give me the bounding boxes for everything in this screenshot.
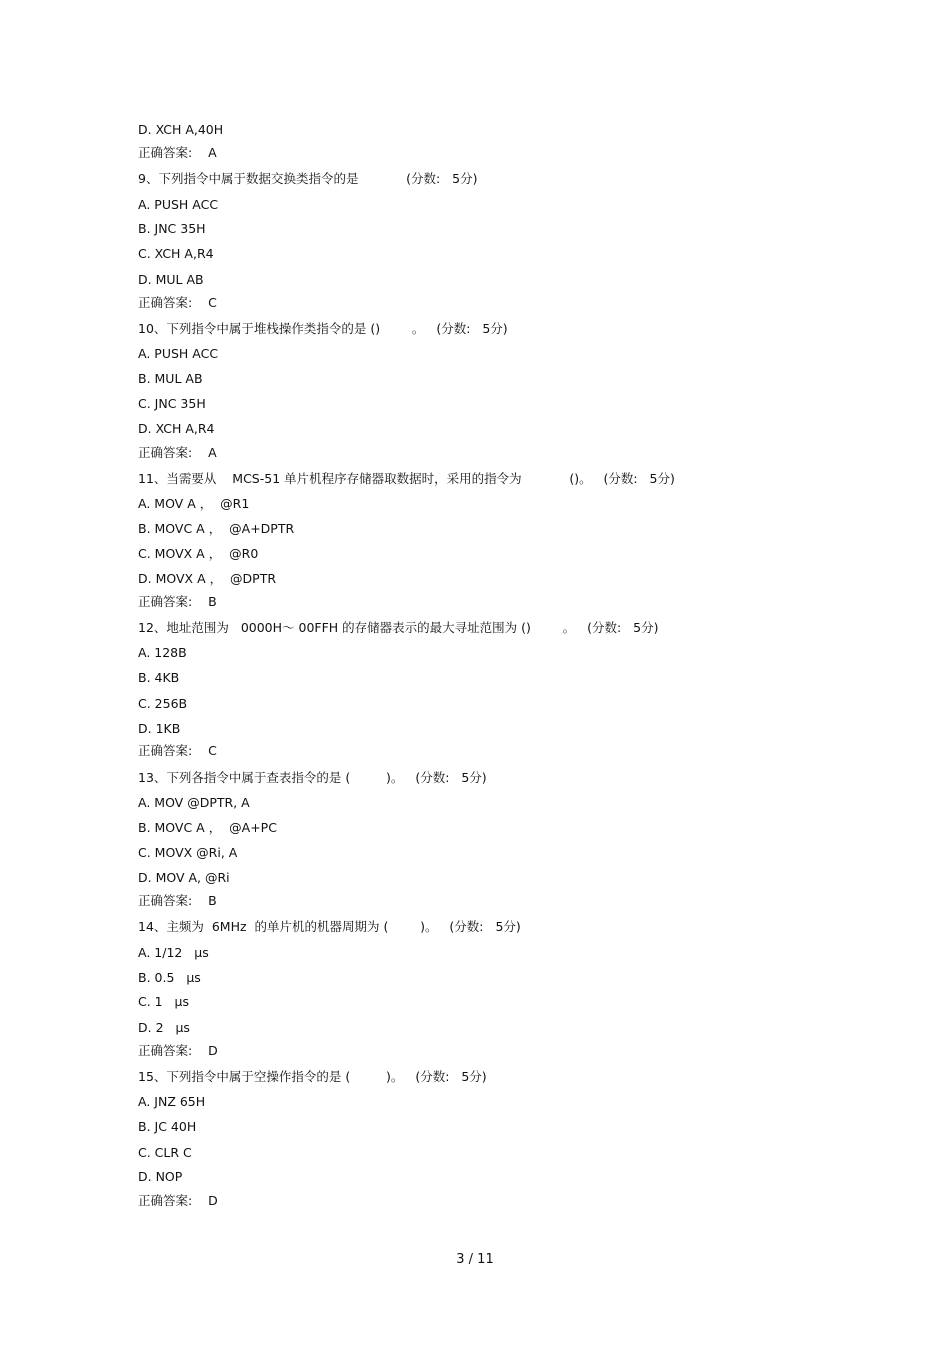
question-line: 15、下列指令中属于空操作指令的是 ( )。 (分数: 5分) [138, 1069, 487, 1084]
question-line: 10、下列指令中属于堆栈操作类指令的是 () 。 (分数: 5分) [138, 321, 508, 336]
option-line: B. 4KB [138, 670, 180, 685]
answer-line: 正确答案: C [138, 743, 217, 758]
option-line: B. MOVC A ， @A+DPTR [138, 521, 295, 536]
question-line: 11、当需要从 MCS-51 单片机程序存储器取数据时，采用的指令为 ()。 (分数: 5分) [138, 471, 675, 486]
option-line: A. PUSH ACC [138, 197, 219, 212]
option-line: D. NOP [138, 1169, 183, 1184]
option-line: C. JNC 35H [138, 396, 206, 411]
answer-line: 正确答案: B [138, 594, 217, 609]
question-line: 12、地址范围为 0000H～ 00FFH 的存储器表示的最大寻址范围为 () 。 (分数: 5分) [138, 620, 659, 635]
answer-line: 正确答案: C [138, 295, 217, 310]
option-line: D. MOV A, @Ri [138, 870, 230, 885]
option-line: B. 0.5 μs [138, 970, 201, 985]
answer-line: 正确答案: A [138, 445, 217, 460]
option-line: B. MOVC A ， @A+PC [138, 820, 277, 835]
answer-line: 正确答案: D [138, 1043, 218, 1058]
option-line: C. XCH A,R4 [138, 246, 214, 261]
option-line: B. MUL AB [138, 371, 203, 386]
option-line: A. MOV A ， @R1 [138, 496, 250, 511]
question-line: 14、主频为 6MHz 的单片机的机器周期为 ( )。 (分数: 5分) [138, 919, 521, 934]
option-line: C. MOVX A ， @R0 [138, 546, 259, 561]
answer-line: 正确答案: A [138, 145, 217, 160]
option-line: C. MOVX @Ri, A [138, 845, 238, 860]
option-line: B. JNC 35H [138, 221, 206, 236]
page-number: 3 / 11 [456, 1252, 494, 1267]
option-line: D. MOVX A ， @DPTR [138, 571, 277, 586]
option-line: D. XCH A,R4 [138, 421, 215, 436]
option-line: A. 1/12 μs [138, 945, 209, 960]
option-line: A. JNZ 65H [138, 1094, 206, 1109]
option-line: A. PUSH ACC [138, 346, 219, 361]
question-line: 9、下列指令中属于数据交换类指令的是 (分数: 5分) [138, 171, 478, 186]
option-line: C. CLR C [138, 1145, 192, 1160]
option-line: C. 1 μs [138, 994, 190, 1009]
option-line: D. 2 μs [138, 1020, 190, 1035]
option-line: D. MUL AB [138, 272, 204, 287]
option-line: D. 1KB [138, 721, 181, 736]
option-line: C. 256B [138, 696, 188, 711]
answer-line: 正确答案: D [138, 1193, 218, 1208]
option-line: A. 128B [138, 645, 187, 660]
question-line: 13、下列各指令中属于查表指令的是 ( )。 (分数: 5分) [138, 770, 487, 785]
option-line: A. MOV @DPTR, A [138, 795, 250, 810]
answer-line: 正确答案: B [138, 893, 217, 908]
option-line: B. JC 40H [138, 1119, 197, 1134]
text-line: D. XCH A,40H [138, 122, 224, 137]
